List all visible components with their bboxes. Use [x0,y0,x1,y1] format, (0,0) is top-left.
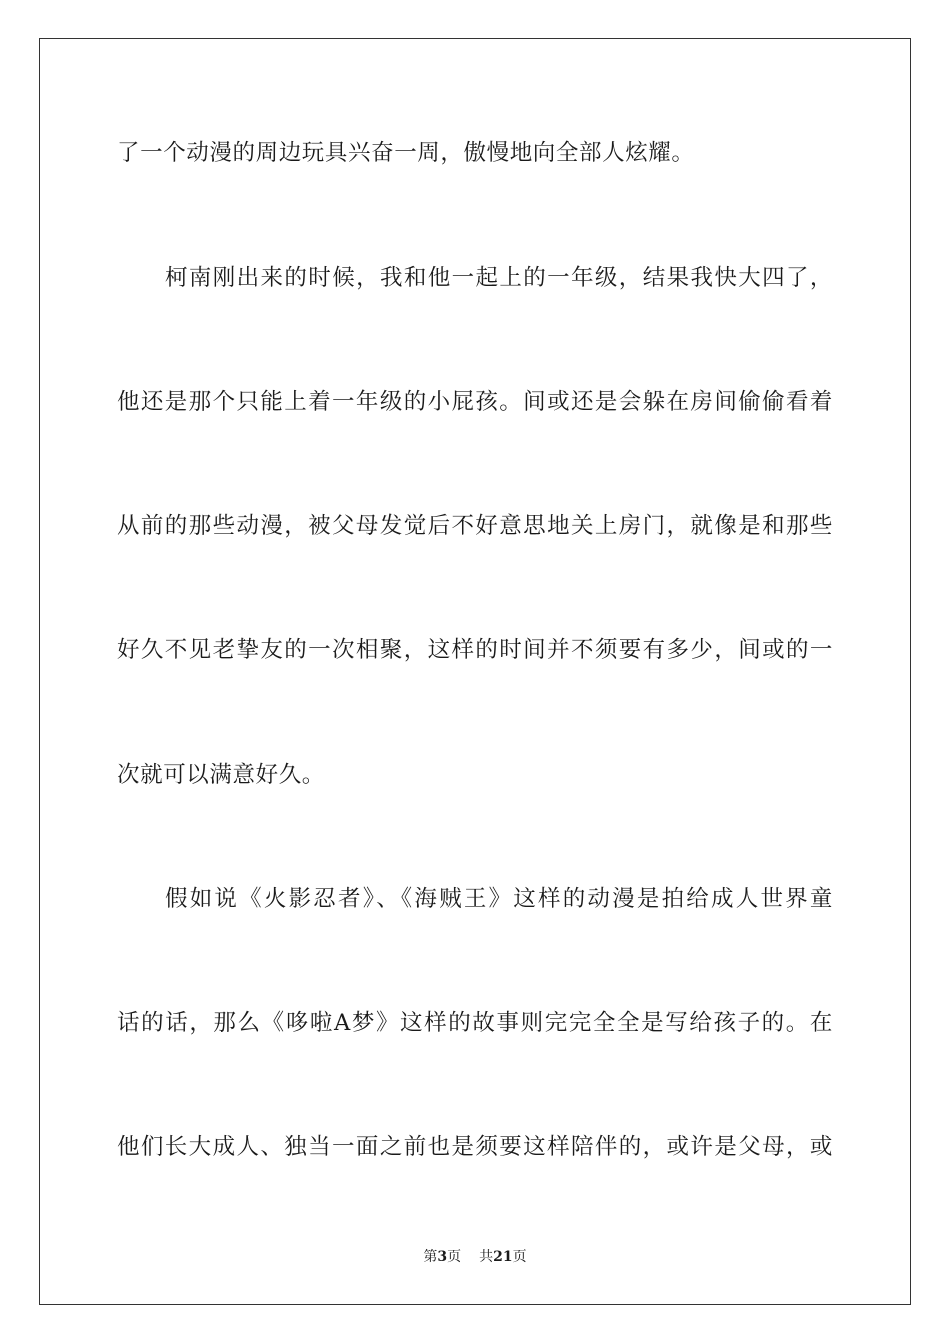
text-line-2: 柯南刚出来的时候，我和他一起上的一年级，结果我快大四了， [165,265,833,291]
text-line-7: 假如说《火影忍者》、《海贼王》这样的动漫是拍给成人世界童 [165,886,833,912]
text-line-6: 次就可以满意好久。 [117,762,325,788]
page-footer [0,1248,950,1266]
page-number-label: 第3页 [423,1249,462,1265]
text-line-4: 从前的那些动漫，被父母发觉后不好意思地关上房门，就像是和那些 [117,513,833,539]
text-line-3: 他还是那个只能上着一年级的小屁孩。间或还是会躲在房间偷偷看着 [117,389,833,415]
text-line-8: 话的话，那么《哆啦A梦》这样的故事则完完全全是写给孩子的。在 [117,1010,833,1036]
text-line-1: 了一个动漫的周边玩具兴奋一周，傲慢地向全部人炫耀。 [117,140,695,166]
total-pages-label: 共21页 [479,1249,527,1265]
text-line-5: 好久不见老挚友的一次相聚，这样的时间并不须要有多少，间或的一 [117,637,833,663]
text-line-9: 他们长大成人、独当一面之前也是须要这样陪伴的，或许是父母，或 [117,1134,833,1160]
page-border [39,38,911,1305]
